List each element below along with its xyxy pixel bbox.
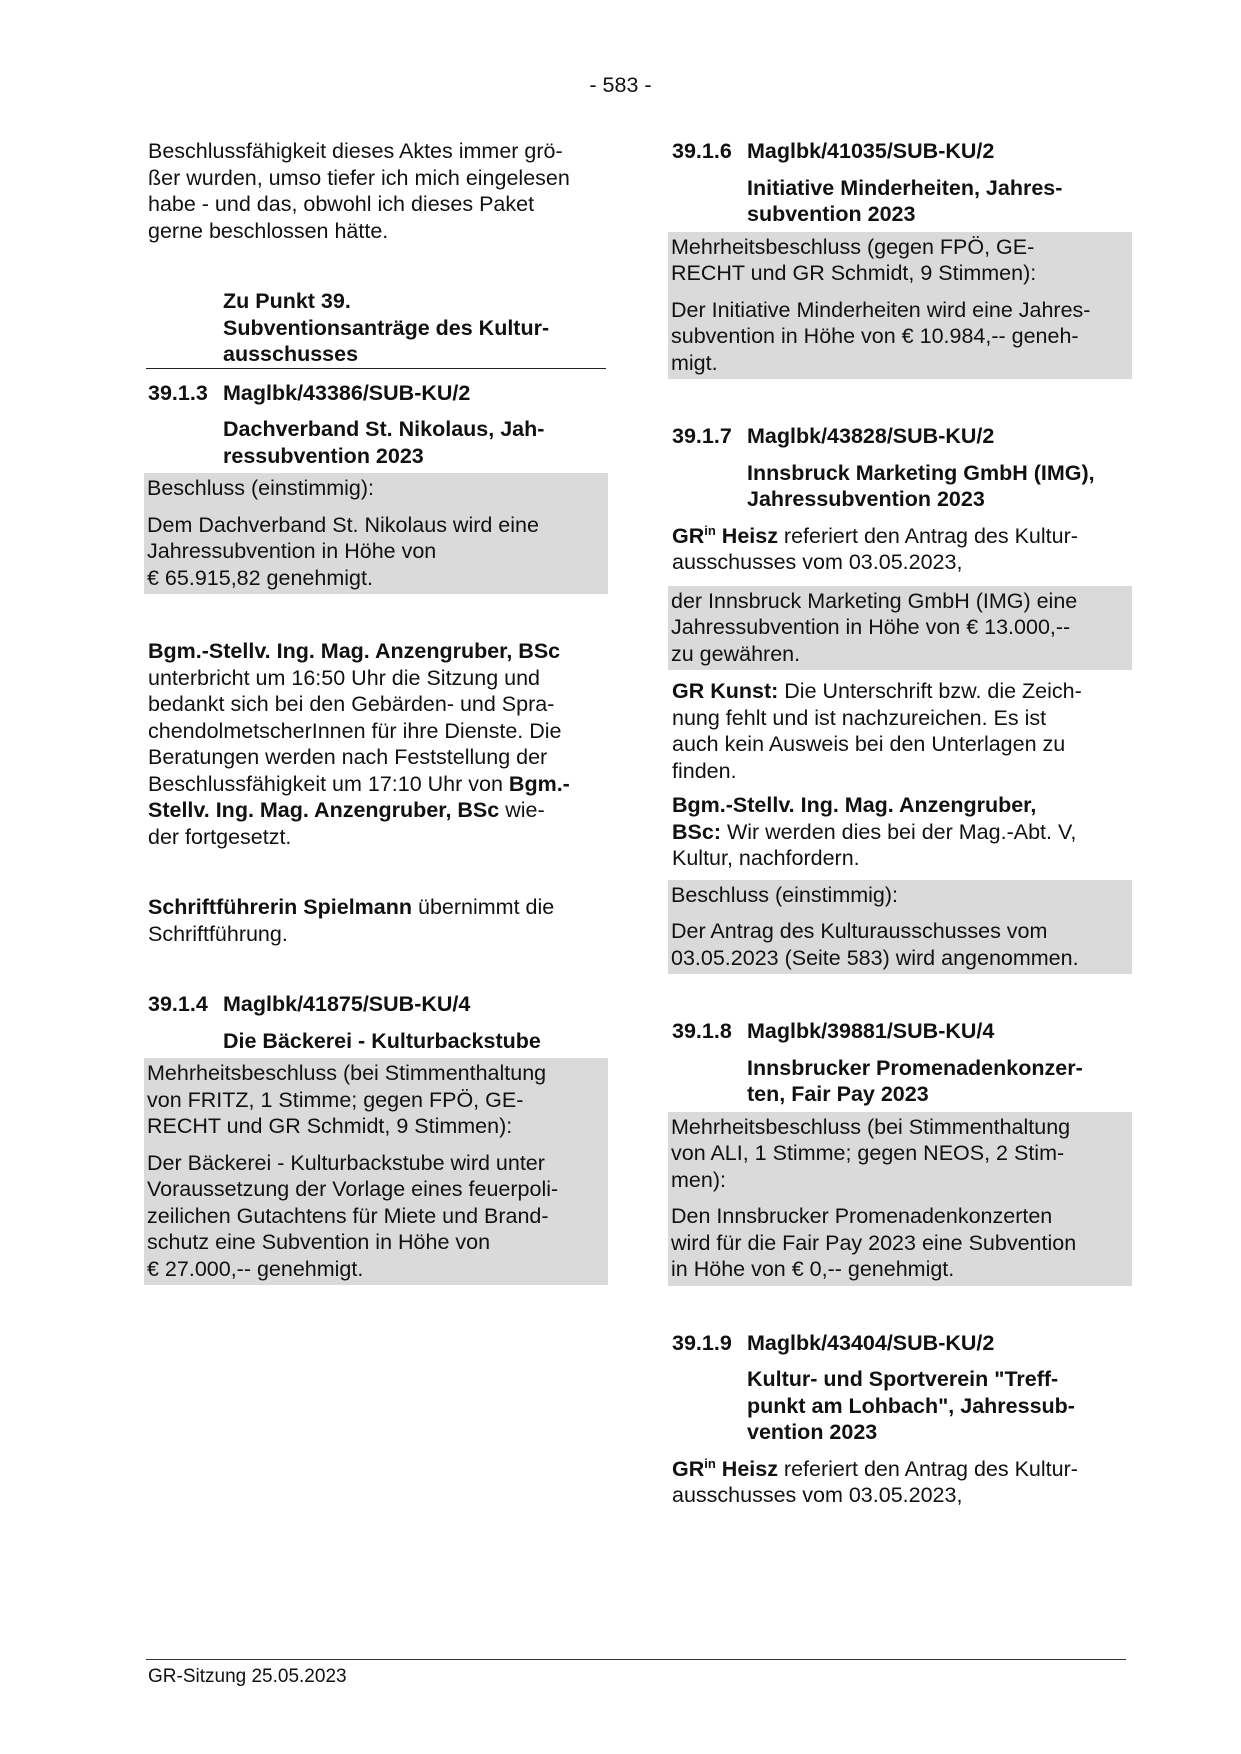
bold-fragment: GR [672, 1456, 705, 1481]
text-line: habe - und das, obwohl ich dieses Paket [148, 192, 535, 216]
page-number: - 583 - [589, 73, 652, 97]
text-fragment: referiert den Antrag des Kultur- [777, 1456, 1078, 1481]
item-title [747, 1366, 1128, 1446]
title-line: Innsbruck Marketing GmbH (IMG), [747, 460, 1095, 485]
footer-text: GR-Sitzung 25.05.2023 [148, 1666, 347, 1687]
request-line: Jahressubvention in Höhe von € 13.000,-- [671, 615, 1071, 639]
bold-fragment: Heisz [715, 1456, 778, 1481]
footer-rule [146, 1659, 1126, 1660]
item-title [747, 175, 1128, 228]
decision-label: Mehrheitsbeschluss (bei Stimmenthaltung [147, 1061, 547, 1085]
decision-label: Beschluss (einstimmig): [147, 476, 374, 500]
decision-label: von FRITZ, 1 Stimme; gegen FPÖ, GE- [147, 1087, 524, 1112]
decision-box [668, 880, 1132, 975]
item-title [223, 416, 604, 469]
decision-text-line: subvention in Höhe von € 10.984,-- geneh- [671, 324, 1079, 348]
text-line: Kultur, nachfordern. [672, 846, 860, 870]
item-number: 39.1.9 [672, 1330, 732, 1355]
text-fragment: wie- [499, 798, 545, 822]
text-fragment: referiert den Antrag des Kultur- [777, 523, 1078, 548]
statement-paragraph [672, 678, 1128, 784]
text-fragment: Beschlussfähigkeit um 17:10 Uhr von [148, 771, 509, 796]
bold-fragment: Schriftführerin Spielmann [148, 895, 413, 919]
decision-label: Beschluss (einstimmig): [671, 882, 898, 907]
text-line: Schriftführung. [148, 921, 288, 946]
item-reference: Maglbk/41875/SUB-KU/4 [223, 992, 471, 1016]
right-column [672, 138, 1128, 1509]
bold-fragment: Heisz [715, 523, 778, 548]
item-number-row [148, 380, 604, 407]
text-line: chendolmetscherInnen für ihre Dienste. Die [148, 718, 562, 743]
text-line [672, 819, 1128, 846]
intro-paragraph [148, 138, 604, 244]
item-number-row [672, 138, 1128, 165]
item-number-row [672, 423, 1128, 450]
item-number: 39.1.4 [148, 992, 208, 1016]
text-line: ausschusses vom 03.05.2023, [672, 550, 963, 574]
request-line: zu gewähren. [671, 641, 801, 666]
text-fragment: Wir werden dies bei der Mag.-Abt. V, [720, 819, 1077, 844]
superscript: in [704, 1455, 716, 1471]
decision-label: men): [671, 1167, 726, 1192]
decision-box [144, 1058, 608, 1285]
request-box [668, 586, 1132, 671]
item-number-row [672, 1018, 1128, 1045]
title-line: Jahressubvention 2023 [747, 487, 985, 511]
decision-text-line: Voraussetzung der Vorlage eines feuerpoli- [147, 1177, 559, 1201]
text-line [672, 1456, 1128, 1483]
section-heading [223, 288, 604, 368]
title-line: punkt am Lohbach", Jahressub- [747, 1393, 1075, 1418]
report-paragraph [672, 523, 1128, 576]
decision-box [144, 473, 608, 594]
decision-box [668, 232, 1132, 380]
superscript: in [704, 522, 716, 538]
decision-text-line: Dem Dachverband St. Nikolaus wird eine [147, 512, 539, 537]
title-line: Dachverband St. Nikolaus, Jah- [223, 417, 545, 441]
title-line: ressubvention 2023 [223, 443, 424, 468]
item-reference: Maglbk/41035/SUB-KU/2 [747, 139, 995, 163]
item-number-row [148, 991, 604, 1018]
text-line [148, 797, 604, 824]
text-fragment: Die Unterschrift bzw. die Zeich- [778, 679, 1082, 703]
bold-fragment: Bgm.- [508, 771, 570, 796]
text-fragment: übernimmt die [412, 895, 555, 919]
item-title [223, 1028, 604, 1055]
left-column [148, 138, 604, 1285]
decision-text-line: zeilichen Gutachtens für Miete und Brand- [147, 1203, 549, 1228]
decision-label: Mehrheitsbeschluss (gegen FPÖ, GE- [671, 234, 1035, 259]
item-reference: Maglbk/43386/SUB-KU/2 [223, 380, 471, 405]
decision-text-line: Den Innsbrucker Promenadenkonzerten [671, 1204, 1053, 1228]
item-number: 39.1.3 [148, 380, 208, 405]
decision-label: RECHT und GR Schmidt, 9 Stimmen): [671, 261, 1037, 285]
decision-text-line: Der Initiative Minderheiten wird eine Jahres- [671, 297, 1091, 322]
text-line [148, 894, 604, 921]
decision-text-line: € 65.915,82 genehmigt. [147, 565, 373, 590]
request-line: der Innsbruck Marketing GmbH (IMG) eine [671, 588, 1078, 613]
text-line: unterbricht um 16:50 Uhr die Sitzung und [148, 665, 541, 690]
text-line [672, 678, 1128, 705]
text-line: auch kein Ausweis bei den Unterlagen zu [672, 732, 1066, 756]
title-line: subvention 2023 [747, 202, 916, 226]
decision-label: RECHT und GR Schmidt, 9 Stimmen): [147, 1114, 513, 1138]
text-line [672, 523, 1128, 550]
title-line: ten, Fair Pay 2023 [747, 1082, 929, 1106]
decision-text-line: Jahressubvention in Höhe von [147, 539, 437, 563]
report-paragraph [672, 1456, 1128, 1509]
bold-fragment: BSc: [672, 819, 721, 844]
decision-text-line: in Höhe von € 0,-- genehmigt. [671, 1257, 955, 1281]
item-number: 39.1.7 [672, 424, 732, 448]
item-reference: Maglbk/39881/SUB-KU/4 [747, 1019, 995, 1043]
title-line: Innsbrucker Promenadenkonzer- [747, 1055, 1083, 1080]
decision-text-line: 03.05.2023 (Seite 583) wird angenommen. [671, 945, 1079, 970]
secretary-paragraph [148, 894, 604, 947]
item-title [747, 1055, 1128, 1108]
item-number: 39.1.8 [672, 1019, 732, 1043]
interruption-paragraph [148, 638, 604, 850]
item-number: 39.1.6 [672, 139, 732, 163]
statement-paragraph [672, 792, 1128, 872]
text-line: Beratungen werden nach Feststellung der [148, 745, 548, 769]
decision-label: Mehrheitsbeschluss (bei Stimmenthaltung [671, 1114, 1071, 1139]
text-line: gerne beschlossen hätte. [148, 218, 389, 243]
text-line: Bgm.-Stellv. Ing. Mag. Anzengruber, [672, 793, 1037, 817]
decision-text-line: Der Bäckerei - Kulturbackstube wird unter [147, 1150, 545, 1175]
decision-box [668, 1112, 1132, 1286]
bold-fragment: GR [672, 523, 705, 548]
text-line: ßer wurden, umso tiefer ich mich eingelesen [148, 165, 570, 190]
text-line: ausschusses vom 03.05.2023, [672, 1483, 963, 1507]
speaker-name: Bgm.-Stellv. Ing. Mag. Anzengruber, BSc [148, 639, 561, 663]
decision-text-line: wird für die Fair Pay 2023 eine Subvention [671, 1230, 1077, 1255]
decision-text-line: migt. [671, 350, 718, 375]
item-reference: Maglbk/43828/SUB-KU/2 [747, 424, 995, 448]
text-line: bedankt sich bei den Gebärden- und Spra- [148, 692, 555, 716]
heading-line: Subventionsanträge des Kultur- [223, 315, 550, 340]
text-line: der fortgesetzt. [148, 824, 292, 849]
decision-text-line: Der Antrag des Kulturausschusses vom [671, 919, 1048, 943]
decision-text-line: schutz eine Subvention in Höhe von [147, 1230, 491, 1254]
title-line: vention 2023 [747, 1420, 878, 1444]
text-line [148, 771, 604, 798]
heading-line: Zu Punkt 39. [223, 289, 351, 313]
title-line: Die Bäckerei - Kulturbackstube [223, 1028, 541, 1053]
title-line: Initiative Minderheiten, Jahres- [747, 175, 1063, 200]
heading-line: ausschusses [223, 342, 359, 366]
item-title [747, 460, 1128, 513]
text-line: nung fehlt und ist nachzureichen. Es ist [672, 705, 1047, 730]
decision-label: von ALI, 1 Stimme; gegen NEOS, 2 Stim- [671, 1141, 1065, 1165]
text-line: Beschlussfähigkeit dieses Aktes immer grö- [148, 139, 563, 163]
bold-fragment: GR Kunst: [672, 679, 779, 703]
title-line: Kultur- und Sportverein "Treff- [747, 1367, 1059, 1391]
bold-fragment: Stellv. Ing. Mag. Anzengruber, BSc [148, 798, 500, 822]
decision-text-line: € 27.000,-- genehmigt. [147, 1256, 364, 1281]
text-line: finden. [672, 758, 737, 783]
item-reference: Maglbk/43404/SUB-KU/2 [747, 1330, 995, 1355]
item-number-row [672, 1330, 1128, 1357]
